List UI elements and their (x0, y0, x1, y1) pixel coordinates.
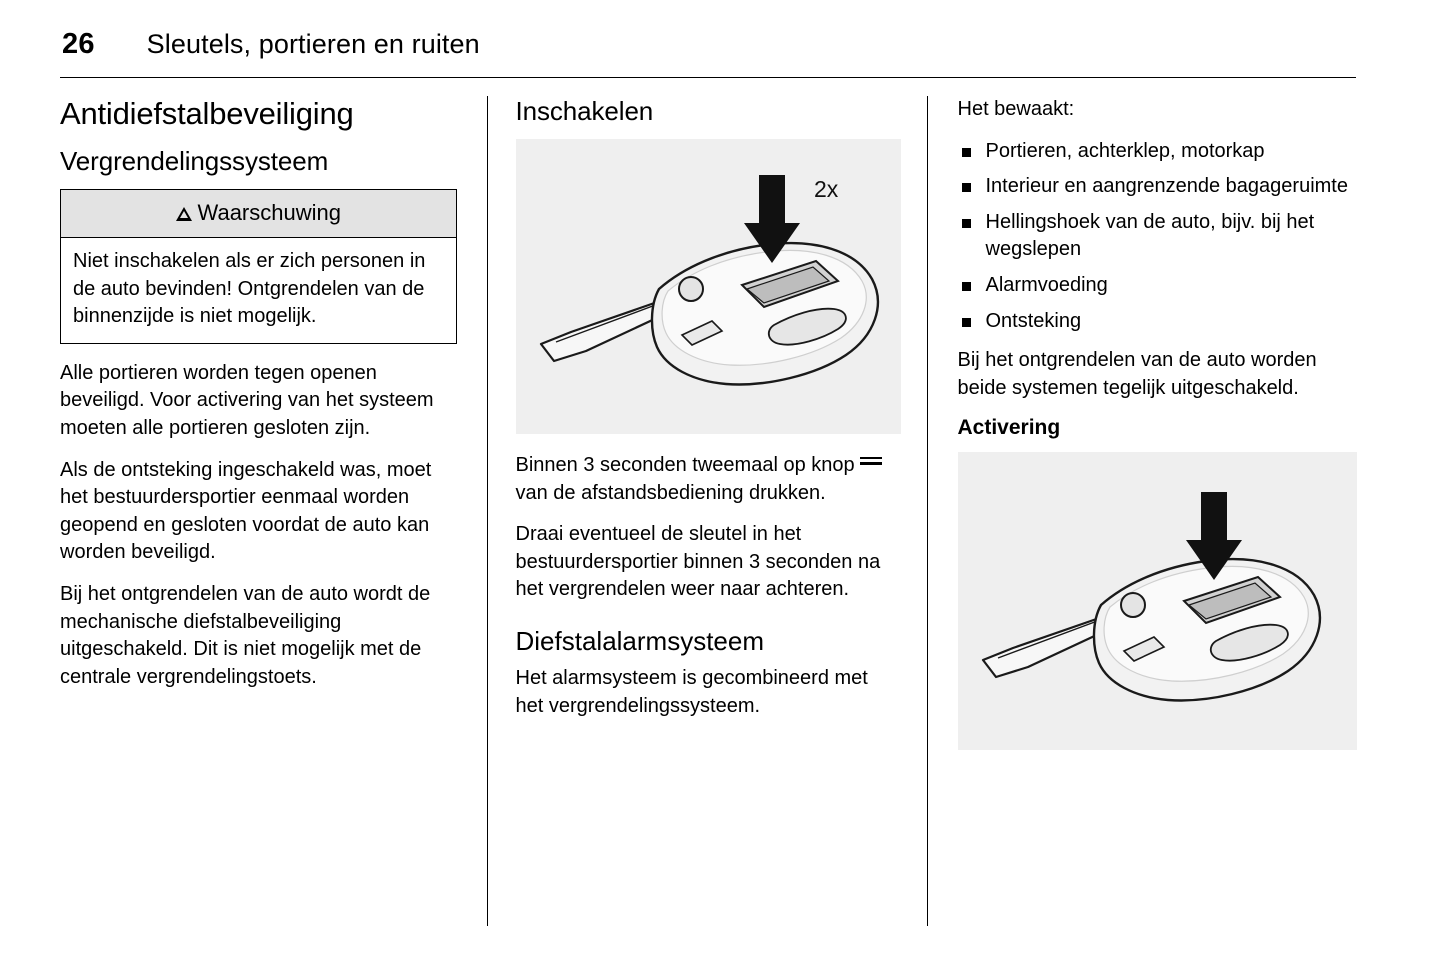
page-number: 26 (62, 28, 95, 60)
header-divider (60, 77, 1356, 78)
remote-key-illustration (516, 139, 901, 434)
paragraph-unlocking: Bij het ontgrendelen van de auto wordt de mechanische diefstalbeveiliging uitgeschakeld. Dit is niet mogelijk met de centrale vergrendelingstoets. (60, 582, 431, 688)
paragraph-doors-secured: Alle portieren worden tegen openen beveiligd. Voor activering van het systeem moeten alle portieren gesloten zijn. (60, 361, 434, 439)
lock-button-icon (860, 454, 882, 468)
section-title-antitheft: Antidiefstalbeveiliging (60, 96, 354, 131)
intro-monitors: Het bewaakt: (957, 98, 1075, 120)
column-middle (487, 96, 927, 926)
column-right (927, 96, 1358, 926)
figure-remote-key-press-twice (516, 139, 901, 434)
list-item: Ontsteking (958, 308, 1358, 336)
page-header (60, 28, 1357, 61)
warning-header (61, 190, 456, 238)
column-left (60, 96, 487, 926)
list-item: Alarmvoeding (958, 272, 1358, 300)
subsection-title-locking-system: Vergrendelingssysteem (60, 146, 329, 176)
paragraph-press-button-before: Binnen 3 seconden tweemaal op knop (515, 454, 855, 476)
figure-label-2x: 2x (813, 176, 838, 202)
page-columns (60, 96, 1357, 926)
paragraph-both-systems: Bij het ontgrendelen van de auto worden beide systemen tegelijk uitgeschakeld. (957, 349, 1317, 399)
list-item: Portieren, achterklep, motorkap (958, 138, 1358, 166)
paragraph-alarm-combined: Het alarmsysteem is gecombineerd met het vergrendelingssysteem. (515, 666, 868, 717)
section-title-alarm-system: Diefstalalarmsysteem (515, 625, 765, 656)
warning-triangle-icon (176, 207, 192, 221)
page-title: Sleutels, portieren en ruiten (146, 29, 480, 59)
warning-label: Waarschuwing (197, 200, 341, 225)
subsection-title-inschakelen: Inschakelen (515, 96, 654, 126)
figure-remote-key-activation (958, 452, 1358, 750)
remote-key-illustration-2 (958, 452, 1344, 750)
paragraph-press-button (516, 452, 901, 507)
paragraph-press-button-after: van de afstandsbediening drukken. (515, 481, 826, 504)
monitored-items-list (958, 138, 1358, 336)
subsection-title-activering: Activering (957, 416, 1061, 440)
warning-box (60, 189, 457, 344)
warning-text: Niet inschakelen als er zich personen in de auto bevinden! Ontgrendelen van de binnenzijde is niet mogelijk. (73, 250, 426, 328)
list-item: Interieur en aangrenzende bagageruimte (958, 173, 1358, 201)
paragraph-ignition: Als de ontsteking ingeschakeld was, moet het bestuurdersportier eenmaal worden geopend en gesloten voordat de auto kan worden beveiligd. (60, 458, 432, 564)
paragraph-turn-key: Draai eventueel de sleutel in het bestuurdersportier binnen 3 seconden na het vergrendelen weer naar achteren. (515, 523, 881, 601)
list-item: Hellingshoek van de auto, bijv. bij het wegslepen (958, 209, 1358, 264)
